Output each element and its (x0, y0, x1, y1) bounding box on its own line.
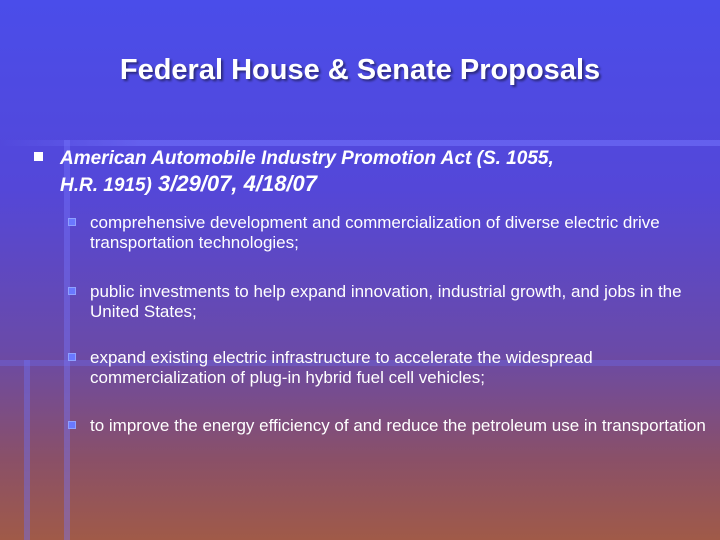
main-bullet (34, 146, 714, 198)
sub-bullet-text: expand existing electric infrastructure to accelerate the widespread commercialization of plug-in hybrid fuel cell vehicles; (90, 348, 593, 387)
sub-bullet (68, 348, 716, 388)
square-bullet-icon (68, 421, 76, 429)
decorative-line-right (64, 140, 70, 540)
square-bullet-icon (34, 152, 43, 161)
sub-bullet (68, 416, 716, 436)
sub-bullet-text: public investments to help expand innovation, industrial growth, and jobs in the United States; (90, 282, 682, 321)
main-bullet-dates: 3/29/07, 4/18/07 (151, 171, 318, 196)
sub-bullet (68, 282, 716, 322)
square-bullet-icon (68, 353, 76, 361)
main-bullet-text (60, 146, 714, 198)
square-bullet-icon (68, 218, 76, 226)
decorative-line-left (24, 360, 30, 540)
square-bullet-icon (68, 287, 76, 295)
sub-bullet-text: comprehensive development and commercialization of diverse electric drive transportation technologies; (90, 213, 660, 252)
page-title: Federal House & Senate Proposals (119, 54, 601, 86)
sub-bullet (68, 213, 716, 253)
main-bullet-bill-numbers: H.R. 1915) (60, 175, 152, 196)
sub-bullet-text: to improve the energy efficiency of and reduce the petroleum use in transportation (90, 416, 706, 435)
main-bullet-line1: American Automobile Industry Promotion Act (S. 1055, (60, 148, 554, 169)
